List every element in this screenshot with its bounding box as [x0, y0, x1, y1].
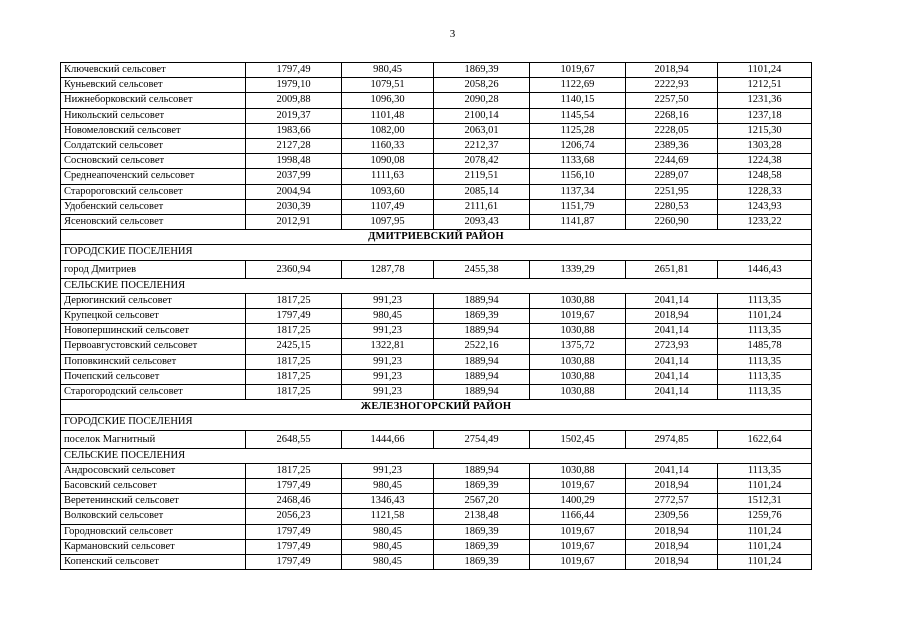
value-cell: 2004,94 [246, 184, 342, 199]
district-header-row [61, 230, 812, 245]
value-cell: 980,45 [342, 524, 434, 539]
table-body [61, 63, 812, 570]
value-cell: 2041,14 [626, 293, 718, 308]
value-cell: 1082,00 [342, 123, 434, 138]
value-cell: 2058,26 [434, 78, 530, 93]
value-cell: 1259,76 [718, 509, 812, 524]
value-cell: 2723,93 [626, 339, 718, 354]
value-cell: 1133,68 [530, 154, 626, 169]
value-cell: 1019,67 [530, 524, 626, 539]
value-cell: 2018,94 [626, 524, 718, 539]
value-cell: 2257,50 [626, 93, 718, 108]
value-cell: 2041,14 [626, 463, 718, 478]
value-cell: 1101,24 [718, 524, 812, 539]
value-cell: 1869,39 [434, 555, 530, 570]
table-row [61, 463, 812, 478]
settlement-name-cell: Волковский сельсовет [61, 509, 246, 524]
value-cell: 1101,48 [342, 108, 434, 123]
value-cell: 2522,16 [434, 339, 530, 354]
settlement-name-cell: Нижнеборковский сельсовет [61, 93, 246, 108]
value-cell: 1485,78 [718, 339, 812, 354]
table-row [61, 339, 812, 354]
value-cell: 1160,33 [342, 139, 434, 154]
settlement-name-cell: Никольский сельсовет [61, 108, 246, 123]
value-cell: 2251,95 [626, 184, 718, 199]
value-cell: 1869,39 [434, 479, 530, 494]
value-cell: 2090,28 [434, 93, 530, 108]
table-row [61, 215, 812, 230]
value-cell: 2018,94 [626, 63, 718, 78]
settlement-name-cell: Ясеновский сельсовет [61, 215, 246, 230]
table-row [61, 93, 812, 108]
value-cell: 1030,88 [530, 385, 626, 400]
settlement-name-cell: Городновский сельсовет [61, 524, 246, 539]
value-cell: 1322,81 [342, 339, 434, 354]
value-cell: 2041,14 [626, 354, 718, 369]
settlement-name-cell: Дерюгинский сельсовет [61, 293, 246, 308]
value-cell: 1030,88 [530, 354, 626, 369]
value-cell: 1096,30 [342, 93, 434, 108]
settlement-name-cell: Копенский сельсовет [61, 555, 246, 570]
value-cell: 991,23 [342, 385, 434, 400]
table-row [61, 430, 812, 448]
value-cell: 1079,51 [342, 78, 434, 93]
table-row [61, 479, 812, 494]
value-cell: 1097,95 [342, 215, 434, 230]
value-cell: 2127,28 [246, 139, 342, 154]
value-cell: 1030,88 [530, 463, 626, 478]
value-cell: 2222,93 [626, 78, 718, 93]
value-cell: 2085,14 [434, 184, 530, 199]
value-cell: 1030,88 [530, 293, 626, 308]
value-cell: 1248,58 [718, 169, 812, 184]
table-row [61, 369, 812, 384]
table-row [61, 154, 812, 169]
value-cell: 1889,94 [434, 385, 530, 400]
value-cell: 1019,67 [530, 479, 626, 494]
value-cell: 1889,94 [434, 463, 530, 478]
value-cell: 1869,39 [434, 63, 530, 78]
value-cell: 1400,29 [530, 494, 626, 509]
table-row [61, 169, 812, 184]
table-row [61, 293, 812, 308]
value-cell: 2455,38 [434, 260, 530, 278]
value-cell: 2041,14 [626, 385, 718, 400]
section-title: СЕЛЬСКИЕ ПОСЕЛЕНИЯ [61, 448, 812, 463]
value-cell: 1122,69 [530, 78, 626, 93]
value-cell: 1101,24 [718, 479, 812, 494]
table-row [61, 260, 812, 278]
value-cell: 2030,39 [246, 199, 342, 214]
settlement-name-cell: Крупецкой сельсовет [61, 309, 246, 324]
value-cell: 1444,66 [342, 430, 434, 448]
value-cell: 1101,24 [718, 309, 812, 324]
section-header-row [61, 245, 812, 260]
table-row [61, 354, 812, 369]
settlement-name-cell: Веретенинский сельсовет [61, 494, 246, 509]
value-cell: 980,45 [342, 555, 434, 570]
settlement-name-cell: Старогородский сельсовет [61, 385, 246, 400]
value-cell: 1979,10 [246, 78, 342, 93]
value-cell: 1375,72 [530, 339, 626, 354]
settlement-name-cell: Кармановский сельсовет [61, 539, 246, 554]
district-title: ДМИТРИЕВСКИЙ РАЙОН [61, 230, 812, 245]
value-cell: 1346,43 [342, 494, 434, 509]
value-cell: 2212,37 [434, 139, 530, 154]
settlement-name-cell: Сосновский сельсовет [61, 154, 246, 169]
section-title: ГОРОДСКИЕ ПОСЕЛЕНИЯ [61, 245, 812, 260]
value-cell: 1101,24 [718, 63, 812, 78]
value-cell: 1206,74 [530, 139, 626, 154]
value-cell: 2063,01 [434, 123, 530, 138]
table-row [61, 63, 812, 78]
value-cell: 991,23 [342, 369, 434, 384]
value-cell: 2289,07 [626, 169, 718, 184]
table-row [61, 123, 812, 138]
value-cell: 1113,35 [718, 324, 812, 339]
value-cell: 1019,67 [530, 539, 626, 554]
value-cell: 2974,85 [626, 430, 718, 448]
district-title: ЖЕЛЕЗНОГОРСКИЙ РАЙОН [61, 400, 812, 415]
settlement-name-cell: Басовский сельсовет [61, 479, 246, 494]
table-row [61, 324, 812, 339]
settlement-name-cell: Новомеловский сельсовет [61, 123, 246, 138]
table-row [61, 309, 812, 324]
value-cell: 1446,43 [718, 260, 812, 278]
value-cell: 1107,49 [342, 199, 434, 214]
value-cell: 1151,79 [530, 199, 626, 214]
value-cell: 991,23 [342, 293, 434, 308]
value-cell: 1212,51 [718, 78, 812, 93]
value-cell: 1287,78 [342, 260, 434, 278]
value-cell: 2041,14 [626, 369, 718, 384]
settlement-name-cell: Ключевский сельсовет [61, 63, 246, 78]
value-cell: 1889,94 [434, 324, 530, 339]
table-row [61, 509, 812, 524]
value-cell: 2138,48 [434, 509, 530, 524]
value-cell: 1121,58 [342, 509, 434, 524]
value-cell: 1797,49 [246, 479, 342, 494]
value-cell: 1797,49 [246, 555, 342, 570]
value-cell: 1339,29 [530, 260, 626, 278]
district-header-row [61, 400, 812, 415]
value-cell: 1817,25 [246, 369, 342, 384]
section-header-row [61, 278, 812, 293]
value-cell: 2468,46 [246, 494, 342, 509]
value-cell: 991,23 [342, 324, 434, 339]
value-cell: 1019,67 [530, 63, 626, 78]
value-cell: 991,23 [342, 463, 434, 478]
settlement-name-cell: поселок Магнитный [61, 430, 246, 448]
value-cell: 1622,64 [718, 430, 812, 448]
value-cell: 1243,93 [718, 199, 812, 214]
value-cell: 2280,53 [626, 199, 718, 214]
value-cell: 1166,44 [530, 509, 626, 524]
value-cell: 2012,91 [246, 215, 342, 230]
settlement-name-cell: Куньевский сельсовет [61, 78, 246, 93]
value-cell: 1228,33 [718, 184, 812, 199]
value-cell: 1817,25 [246, 324, 342, 339]
value-cell: 1019,67 [530, 309, 626, 324]
value-cell: 1215,30 [718, 123, 812, 138]
value-cell: 1140,15 [530, 93, 626, 108]
value-cell: 1030,88 [530, 369, 626, 384]
value-cell: 2754,49 [434, 430, 530, 448]
value-cell: 2056,23 [246, 509, 342, 524]
value-cell: 1090,08 [342, 154, 434, 169]
table-row [61, 139, 812, 154]
value-cell: 1797,49 [246, 309, 342, 324]
settlement-name-cell: Удобенский сельсовет [61, 199, 246, 214]
value-cell: 991,23 [342, 354, 434, 369]
section-title: ГОРОДСКИЕ ПОСЕЛЕНИЯ [61, 415, 812, 430]
section-header-row [61, 415, 812, 430]
value-cell: 2019,37 [246, 108, 342, 123]
value-cell: 2041,14 [626, 324, 718, 339]
table-row [61, 199, 812, 214]
value-cell: 980,45 [342, 479, 434, 494]
settlement-name-cell: Новопершинский сельсовет [61, 324, 246, 339]
value-cell: 2100,14 [434, 108, 530, 123]
value-cell: 1817,25 [246, 463, 342, 478]
value-cell: 2228,05 [626, 123, 718, 138]
section-header-row [61, 448, 812, 463]
value-cell: 2567,20 [434, 494, 530, 509]
value-cell: 2309,56 [626, 509, 718, 524]
value-cell: 1237,18 [718, 108, 812, 123]
value-cell: 1111,63 [342, 169, 434, 184]
value-cell: 980,45 [342, 539, 434, 554]
value-cell: 1889,94 [434, 293, 530, 308]
value-cell: 1093,60 [342, 184, 434, 199]
value-cell: 1998,48 [246, 154, 342, 169]
value-cell: 1797,49 [246, 539, 342, 554]
value-cell: 2111,61 [434, 199, 530, 214]
settlement-name-cell: город Дмитриев [61, 260, 246, 278]
value-cell: 1101,24 [718, 555, 812, 570]
value-cell: 2018,94 [626, 539, 718, 554]
value-cell: 1019,67 [530, 555, 626, 570]
value-cell: 1303,28 [718, 139, 812, 154]
settlement-name-cell: Среднеапоченский сельсовет [61, 169, 246, 184]
value-cell: 1983,66 [246, 123, 342, 138]
value-cell: 1502,45 [530, 430, 626, 448]
value-cell: 1869,39 [434, 309, 530, 324]
value-cell: 2009,88 [246, 93, 342, 108]
value-cell: 1889,94 [434, 369, 530, 384]
settlement-name-cell: Солдатский сельсовет [61, 139, 246, 154]
value-cell: 2037,99 [246, 169, 342, 184]
table-row [61, 385, 812, 400]
table-row [61, 108, 812, 123]
page-number: 3 [449, 28, 456, 40]
settlement-name-cell: Старороговский сельсовет [61, 184, 246, 199]
value-cell: 1113,35 [718, 293, 812, 308]
value-cell: 1137,34 [530, 184, 626, 199]
value-cell: 1869,39 [434, 524, 530, 539]
value-cell: 2018,94 [626, 309, 718, 324]
value-cell: 1113,35 [718, 354, 812, 369]
value-cell: 1101,24 [718, 539, 812, 554]
settlement-name-cell: Андросовский сельсовет [61, 463, 246, 478]
value-cell: 2260,90 [626, 215, 718, 230]
settlement-name-cell: Первоавгустовский сельсовет [61, 339, 246, 354]
table-row [61, 524, 812, 539]
value-cell: 1113,35 [718, 463, 812, 478]
value-cell: 1233,22 [718, 215, 812, 230]
value-cell: 1817,25 [246, 293, 342, 308]
value-cell: 1113,35 [718, 369, 812, 384]
value-cell: 1231,36 [718, 93, 812, 108]
value-cell: 1224,38 [718, 154, 812, 169]
settlement-name-cell: Поповкинский сельсовет [61, 354, 246, 369]
value-cell: 1156,10 [530, 169, 626, 184]
table-row [61, 539, 812, 554]
value-cell: 980,45 [342, 309, 434, 324]
value-cell: 1869,39 [434, 539, 530, 554]
value-cell: 1145,54 [530, 108, 626, 123]
value-cell: 2018,94 [626, 479, 718, 494]
value-cell: 2648,55 [246, 430, 342, 448]
table-row [61, 78, 812, 93]
value-cell: 1797,49 [246, 63, 342, 78]
value-cell: 1512,31 [718, 494, 812, 509]
value-cell: 1889,94 [434, 354, 530, 369]
value-cell: 1817,25 [246, 354, 342, 369]
value-cell: 1817,25 [246, 385, 342, 400]
value-cell: 2078,42 [434, 154, 530, 169]
settlement-name-cell: Почепский сельсовет [61, 369, 246, 384]
value-cell: 2425,15 [246, 339, 342, 354]
value-cell: 2119,51 [434, 169, 530, 184]
value-cell: 1141,87 [530, 215, 626, 230]
value-cell: 2244,69 [626, 154, 718, 169]
value-cell: 2651,81 [626, 260, 718, 278]
table-row [61, 555, 812, 570]
value-cell: 1125,28 [530, 123, 626, 138]
value-cell: 1797,49 [246, 524, 342, 539]
table-row [61, 184, 812, 199]
value-cell: 2018,94 [626, 555, 718, 570]
value-cell: 1030,88 [530, 324, 626, 339]
tariff-table [60, 62, 812, 570]
value-cell: 1113,35 [718, 385, 812, 400]
table-row [61, 494, 812, 509]
value-cell: 2268,16 [626, 108, 718, 123]
section-title: СЕЛЬСКИЕ ПОСЕЛЕНИЯ [61, 278, 812, 293]
value-cell: 2360,94 [246, 260, 342, 278]
value-cell: 980,45 [342, 63, 434, 78]
value-cell: 2389,36 [626, 139, 718, 154]
value-cell: 2093,43 [434, 215, 530, 230]
value-cell: 2772,57 [626, 494, 718, 509]
